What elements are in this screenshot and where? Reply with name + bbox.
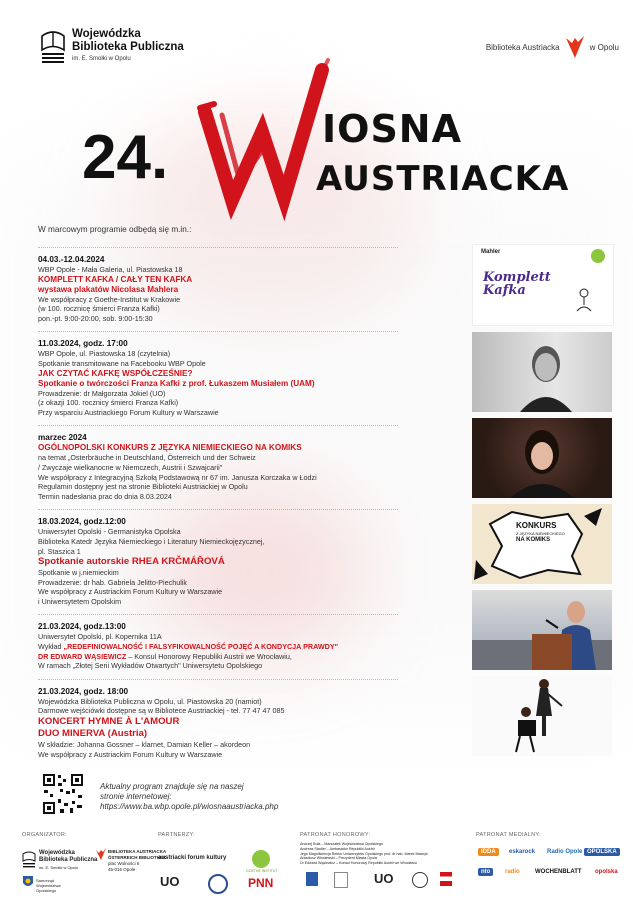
event-detail: Darmowe wejściówki dostępne są w Bibliotece Austriackiej - tel. 77 47 47 085 bbox=[38, 706, 285, 716]
online-line2: stronie internetowej: bbox=[100, 792, 172, 801]
divider bbox=[38, 679, 398, 680]
partner-lib-line1: BIBLIOTEKA AUSTRIACKA bbox=[108, 849, 167, 854]
event-open-lecture bbox=[38, 621, 438, 670]
event-subtitle: wystawa plakatów Nicolasa Mahlera bbox=[38, 284, 179, 294]
divider bbox=[38, 247, 398, 248]
austrian-library-emblem-icon bbox=[96, 848, 106, 860]
event-place: Wojewódzka Biblioteka Publiczna w Opolu, ul. Piastowska 20 (namiot) bbox=[38, 696, 262, 706]
library-subtitle: im. E. Smołki w Opolu bbox=[72, 56, 131, 62]
media-logo-opolska: OPOLSKA bbox=[584, 848, 620, 856]
photo-column bbox=[472, 244, 612, 762]
event-date: 21.03.2024, godz. 18:00 bbox=[38, 686, 129, 696]
university-seal-icon bbox=[208, 874, 228, 894]
lecture-speaker: DR EDWARD WĄSIEWICZ bbox=[38, 651, 127, 661]
event-concert bbox=[38, 686, 438, 759]
patronage-line: Dr Edward Wąsiewicz – Konsul Honorowy Republiki Austrii we Wrocławiu bbox=[300, 861, 417, 866]
event-detail: Spotkanie transmitowane na Facebooku WBP Opole bbox=[38, 358, 206, 368]
org-sub: im. E. Smołki w Opolu bbox=[39, 865, 79, 870]
divider bbox=[38, 331, 398, 332]
lecture-title: „REDEFINIOWALNOŚĆ I FALSYFIKOWALNOŚĆ POJĘĆ A KONDYCJA PRAWDY" bbox=[63, 642, 339, 652]
comic-burst-graphic bbox=[472, 504, 612, 584]
pnn-logo: PNN bbox=[248, 876, 274, 890]
embassy-crest-icon bbox=[334, 872, 348, 888]
event-subtitle: DUO MINERVA (Austria) bbox=[38, 728, 148, 740]
event-title: Spotkanie autorskie RHEA KRČMÁŘOVÁ bbox=[38, 556, 225, 568]
title-brush-w bbox=[200, 60, 328, 200]
media-label: PATRONAT MEDIALNY: bbox=[476, 832, 541, 838]
patronage-label: PATRONAT HONOROWY: bbox=[300, 832, 371, 838]
online-line1: Aktualny program znajduje się na naszej bbox=[100, 782, 244, 791]
title-number: 24. bbox=[82, 123, 169, 192]
duo-minerva-photo bbox=[472, 676, 612, 756]
title-word2: AUSTRIACKA bbox=[316, 159, 570, 199]
event-date: 21.03.2024, godz.13:00 bbox=[38, 622, 126, 632]
speaker-silhouette bbox=[472, 590, 612, 670]
austrian-library-city: w Opolu bbox=[589, 42, 619, 52]
event-detail: We współpracy z Austriackim Forum Kultury w Warszawie bbox=[38, 587, 223, 597]
footer bbox=[0, 828, 633, 900]
event-date: 18.03.2024, godz.12:00 bbox=[38, 517, 126, 527]
event-place: Uniwersytet Opolski, pl. Kopernika 11A bbox=[38, 632, 162, 642]
event-place: WBP Opole, ul. Piastowska 18 (czytelnia) bbox=[38, 349, 171, 359]
qr-code[interactable] bbox=[42, 773, 84, 815]
goethe-circle-icon bbox=[591, 249, 605, 263]
event-detail: / Zwyczaje wielkanocne w Niemczech, Austrii i Szwajcarii" bbox=[38, 462, 223, 472]
event-title: JAK CZYTAĆ KAFKĘ WSPÓŁCZEŚNIE? bbox=[38, 368, 193, 378]
event-detail: (z okazji 100. rocznicy śmierci Franza Kafki) bbox=[38, 398, 179, 408]
event-detail: (w 100. rocznicę śmierci Franza Kafki) bbox=[38, 304, 160, 314]
patronage-line: Andrzej Buła – Marszałek Województwa Opolskiego bbox=[300, 842, 383, 846]
poster-title: Komplett Kafka bbox=[483, 270, 551, 298]
event-detail: W składzie: Johanna Gossner – klarnet, Damian Keller – akordeon bbox=[38, 740, 251, 750]
event-lecture-line bbox=[38, 642, 438, 652]
partner-addr2: 45-016 Opole bbox=[108, 867, 136, 872]
event-detail: Prowadzenie: dr hab. Gabriela Jelitto-Piechulik bbox=[38, 577, 188, 587]
partner-lib-line2: ÖSTERREICH BIBLIOTHEK bbox=[108, 855, 167, 860]
organizer-label: ORGANIZATOR: bbox=[22, 832, 67, 838]
kafka-portrait-photo bbox=[472, 332, 612, 412]
event-place: Uniwersytet Opolski - Germanistyka Opolska bbox=[38, 527, 181, 537]
partner-addr1: plac Wolności 6 bbox=[108, 861, 140, 866]
event-comic-contest bbox=[38, 432, 438, 501]
online-url[interactable]: https://www.ba.wbp.opole.pl/wiosnaaustriacka.php bbox=[100, 802, 279, 811]
org-name-line1: Wojewódzka bbox=[39, 850, 75, 856]
austria-flag-icon bbox=[440, 872, 452, 886]
event-place: WBP Opole - Mała Galeria, ul. Piastowska 18 bbox=[38, 265, 183, 274]
portrait-silhouette bbox=[472, 332, 612, 412]
event-speaker-line bbox=[38, 652, 438, 662]
media-logo-wochenblatt: WOCHENBLATT bbox=[535, 869, 582, 875]
title-word1: IOSNA bbox=[322, 107, 463, 151]
uo-logo: UO bbox=[160, 874, 180, 889]
event-detail: Prowadzenie: dr Małgorzata Jokiel (UO) bbox=[38, 388, 166, 398]
event-detail: We współpracy z Goethe-Institut w Krakowie bbox=[38, 294, 181, 304]
konkurs-word: KONKURS bbox=[516, 521, 557, 530]
event-detail: Regulamin dostępny jest na stronie Biblioteki Austriackiej w Opolu bbox=[38, 482, 248, 492]
online-program-note bbox=[100, 782, 278, 812]
event-title: KONCERT HYMNE À L'AMOUR bbox=[38, 716, 180, 728]
speaker-suffix: – Konsul Honorowy Republiki Austrii we Wrocławiu, bbox=[126, 651, 292, 661]
media-logo-radio: radio bbox=[505, 869, 520, 875]
musicians-silhouette bbox=[472, 676, 612, 756]
events-list bbox=[38, 247, 438, 767]
event-detail: We współpracy z Integracyjną Szkołą Podstawową nr 67 im. Janusza Korczaka w Łodzi bbox=[38, 472, 317, 482]
author-portrait-photo bbox=[472, 418, 612, 498]
divider bbox=[38, 425, 398, 426]
konkurs-subject: NA KOMIKS bbox=[516, 537, 551, 543]
open-book-icon bbox=[22, 850, 36, 868]
divider bbox=[38, 509, 398, 510]
crest-icon bbox=[306, 872, 318, 886]
media-logo-eska: eskarock bbox=[509, 849, 536, 855]
event-title: KOMPLETT KAFKA / CAŁY TEN KAFKA bbox=[38, 274, 193, 284]
divider bbox=[38, 614, 398, 615]
event-detail: Termin nadesłania prac do dnia 8.03.2024 bbox=[38, 491, 172, 501]
poster-author: Mahler bbox=[481, 249, 501, 255]
media-logo-opolska2: opolska bbox=[595, 869, 618, 875]
media-logo-nto: nto bbox=[478, 868, 493, 876]
sketch-figure-icon bbox=[569, 285, 599, 315]
event-detail: We współpracy z Austriackim Forum Kultury w Warszawie bbox=[38, 749, 223, 759]
kafka-poster-photo bbox=[472, 244, 614, 326]
event-detail: Spotkanie w j.niemieckim bbox=[38, 568, 119, 578]
event-detail: W ramach „Złotej Serii Wykładów Otwartych" Uniwersytetu Opolskiego bbox=[38, 661, 263, 671]
event-detail: Biblioteka Katedr Języka Niemieckiego i Literatury Niemieckojęzycznej, bbox=[38, 536, 265, 546]
patronage-line: Arkadiusz Wiśniewski – Prezydent Miasta Opola bbox=[300, 856, 377, 861]
event-detail: Przy wsparciu Austriackiego Forum Kultury w Warszawie bbox=[38, 407, 219, 417]
event-kafka-lecture bbox=[38, 338, 438, 417]
event-detail: pon.-pt. 9:00-20:00, sob. 9:00-15:30 bbox=[38, 313, 153, 323]
intro-text: W marcowym programie odbędą się m.in.: bbox=[38, 225, 192, 234]
media-logo-idda: IDDA bbox=[478, 848, 499, 856]
region-crest-icon bbox=[22, 875, 34, 889]
goethe-text: GOETHE INSTITUT bbox=[246, 869, 278, 873]
event-subtitle: Spotkanie o twórczości Franza Kafki z prof. Łukaszem Musiałem (UAM) bbox=[38, 378, 315, 388]
patronage-list bbox=[300, 842, 470, 866]
event-detail: i Uniwersytetem Opolskim bbox=[38, 596, 122, 606]
austrian-library-label: Biblioteka Austriacka bbox=[485, 42, 560, 52]
org-name-line2: Biblioteka Publiczna bbox=[39, 857, 98, 863]
comic-contest-photo bbox=[472, 504, 612, 584]
city-crest-icon bbox=[412, 872, 428, 888]
partners-label: PARTNERZY: bbox=[158, 832, 196, 838]
uo-patron-logo: UO bbox=[374, 871, 394, 886]
goethe-logo bbox=[252, 850, 270, 868]
media-logo-radio-opole: Radio Opole bbox=[547, 849, 583, 855]
event-date: marzec 2024 bbox=[38, 433, 87, 443]
event-detail: na temat „Osterbräuche in Deutschland, Österreich und der Schweiz bbox=[38, 453, 256, 463]
event-date: 11.03.2024, godz. 17:00 bbox=[38, 339, 128, 349]
patronage-line: Jego Magnificencja Rektor Uniwersytetu Opolskiego prof. dr hab. Marek Masnyk bbox=[300, 851, 428, 856]
event-kafka-exhibition bbox=[38, 254, 438, 323]
event-title: OGÓLNOPOLSKI KONKURS Z JĘZYKA NIEMIECKIEGO NA KOMIKS bbox=[38, 443, 302, 453]
lecture-prefix: Wykład bbox=[38, 642, 64, 652]
lecturer-photo bbox=[472, 590, 612, 670]
event-date: 04.03.-12.04.2024 bbox=[38, 255, 105, 264]
event-detail: pl. Staszica 1 bbox=[38, 546, 81, 556]
org-name bbox=[39, 850, 97, 864]
konkurs-subtitle: Z JĘZYKA NIEMIECKIEGO bbox=[516, 531, 565, 536]
patronage-line: Andreas Stadler – Ambasador Republiki Austrii bbox=[300, 846, 375, 851]
festival-title bbox=[0, 0, 633, 230]
library-name-line1: Wojewódzka bbox=[72, 28, 141, 40]
event-author-meeting bbox=[38, 516, 438, 606]
library-name-line2: Biblioteka Publiczna bbox=[72, 41, 184, 53]
forum-logo: austriacki forum kultury bbox=[158, 855, 227, 861]
region-text: Samorząd Województwa Opolskiego bbox=[36, 878, 61, 893]
partner-library bbox=[108, 849, 166, 873]
portrait-silhouette bbox=[472, 418, 612, 498]
